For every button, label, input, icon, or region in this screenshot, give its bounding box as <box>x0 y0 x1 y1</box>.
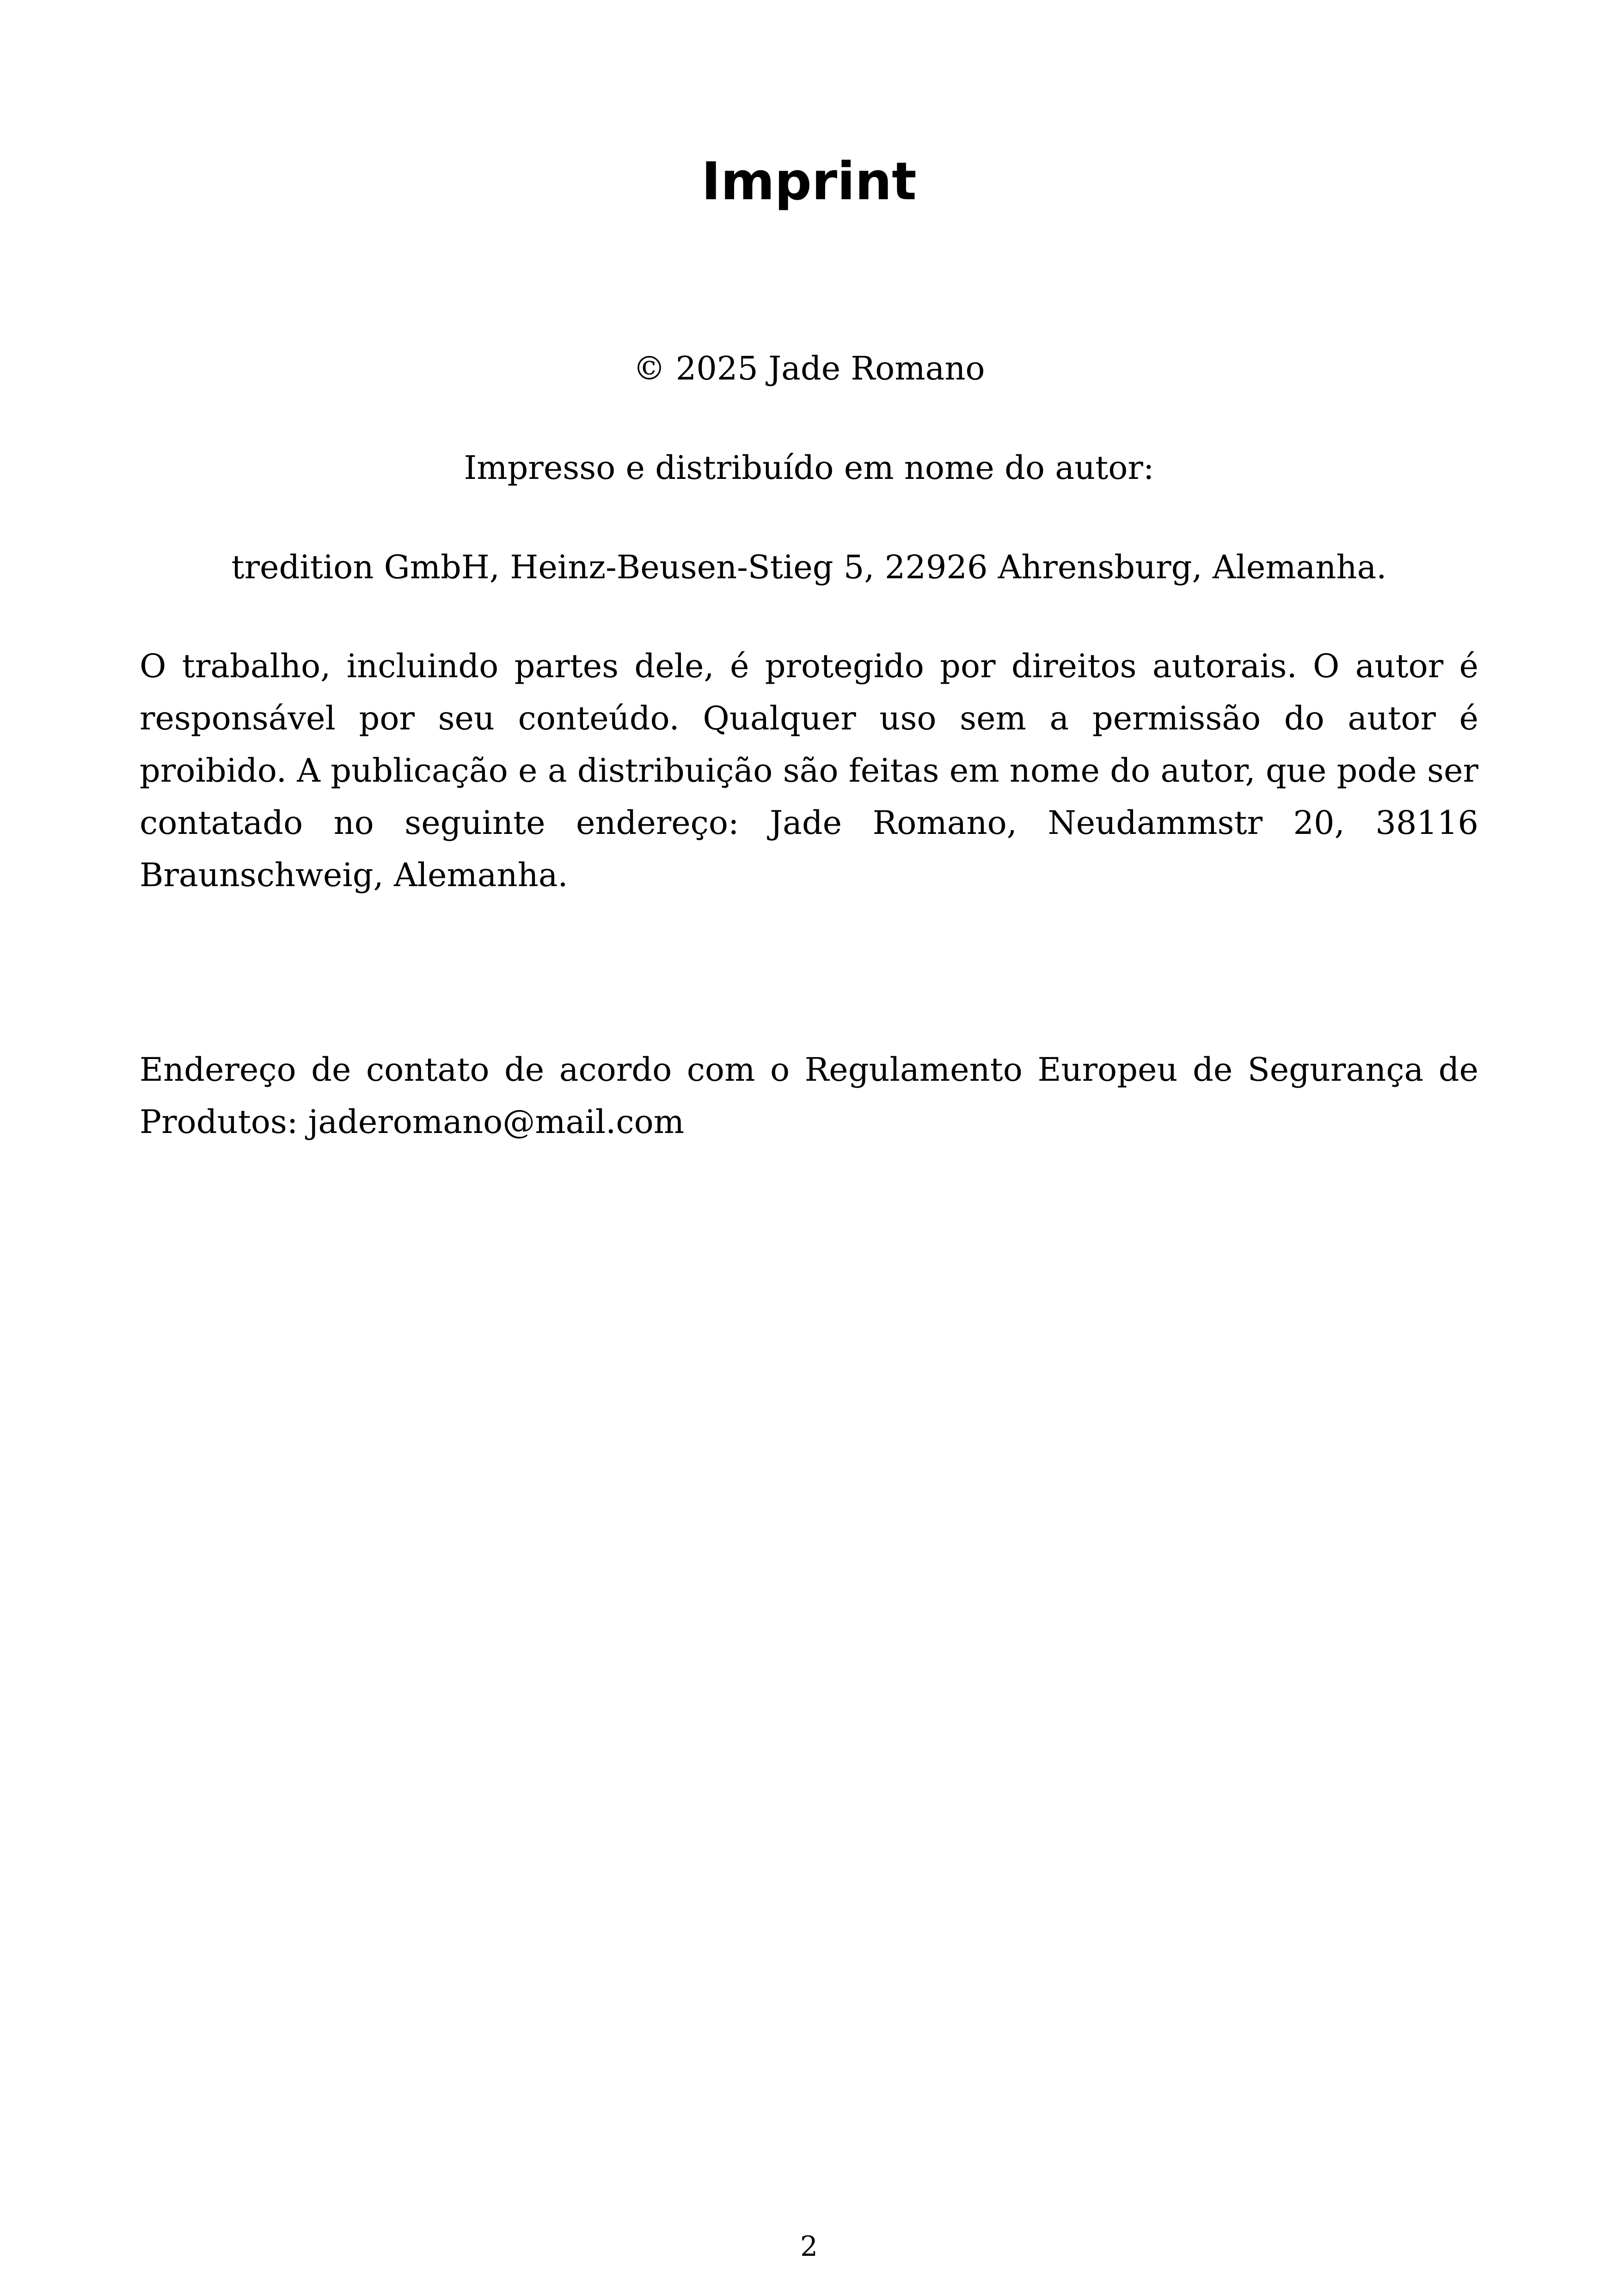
paragraph-line: proibido. A publicação e a distribuição são feitas em nome do autor, que pode ser <box>140 752 1478 790</box>
page-title: Imprint <box>701 152 917 212</box>
paragraph-line: Endereço de contato de acordo com o Regulamento Europeu de Segurança de <box>140 1051 1478 1089</box>
rights-paragraph <box>140 640 1478 901</box>
paragraph-line: Braunschweig, Alemanha. <box>140 856 568 894</box>
publisher-address: tredition GmbH, Heinz-Beusen-Stieg 5, 22926 Ahrensburg, Alemanha. <box>231 548 1387 586</box>
page-number: 2 <box>800 2230 818 2263</box>
paragraph-line: responsável por seu conteúdo. Qualquer uso sem a permissão do autor é <box>140 699 1478 737</box>
paragraph-line: Produtos: jaderomano@mail.com <box>140 1103 685 1141</box>
contact-paragraph <box>140 1044 1478 1148</box>
paragraph-line: contatado no seguinte endereço: Jade Romano, Neudammstr 20, 38116 <box>140 804 1478 842</box>
printed-by-line: Impresso e distribuído em nome do autor: <box>464 449 1154 487</box>
paragraph-line: O trabalho, incluindo partes dele, é protegido por direitos autorais. O autor é <box>140 647 1478 685</box>
copyright-line: © 2025 Jade Romano <box>633 349 985 387</box>
